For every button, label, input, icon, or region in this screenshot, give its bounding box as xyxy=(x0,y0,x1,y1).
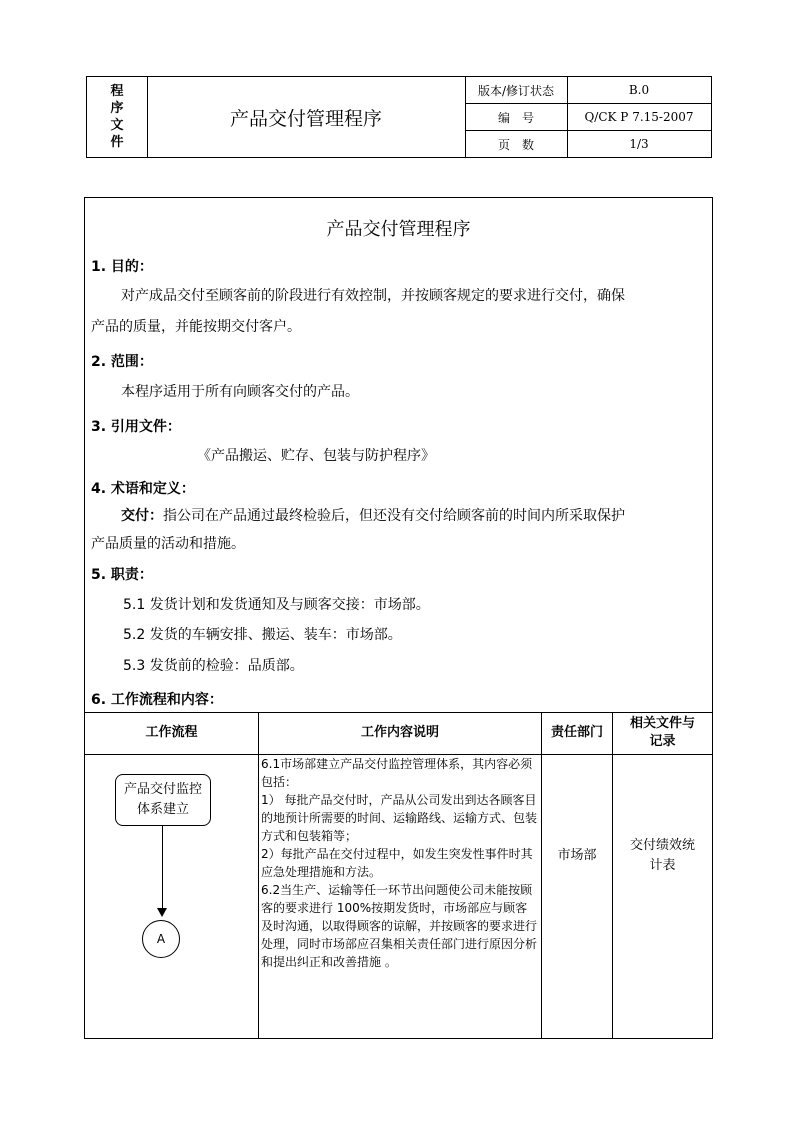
purpose-text-line: 对产成品交付至顾客前的阶段进行有效控制，并按顾客规定的要求进行交付，确保 xyxy=(121,288,625,304)
doc-type-char: 件 xyxy=(110,135,124,150)
description-paragraph: 2）每批产品在交付过程中，如发生突发性事件时其应急处理措施和方法。 xyxy=(261,847,533,879)
section-references-heading: 3. 引用文件： xyxy=(91,419,181,435)
doc-type-char: 程 xyxy=(110,84,124,99)
version-label: 版本/修订状态 xyxy=(477,83,555,98)
page-count-value: 1/3 xyxy=(629,137,649,151)
flow-step-box: 产品交付监控体系建立 xyxy=(115,774,211,826)
term-name: 交付： xyxy=(121,508,163,524)
responsibility-item: 5.1 发货计划和发货通知及与顾客交接：市场部。 xyxy=(123,597,430,613)
work-description xyxy=(261,755,539,971)
responsibility-item: 5.2 发货的车辆安排、搬运、装车：市场部。 xyxy=(123,627,402,643)
doc-type-char: 文 xyxy=(110,118,124,133)
responsible-department: 市场部 xyxy=(557,848,597,863)
doc-type-label xyxy=(87,77,147,157)
column-header-workflow: 工作流程 xyxy=(145,725,198,740)
scope-text: 本程序适用于所有向顾客交付的产品。 xyxy=(121,384,359,400)
section-purpose-heading: 1. 目的： xyxy=(91,259,153,275)
flow-connector xyxy=(162,826,163,910)
arrow-down-icon xyxy=(157,908,167,917)
section-terms-heading: 4. 术语和定义： xyxy=(91,481,195,497)
column-header-department: 责任部门 xyxy=(550,725,603,740)
reference-document: 《产品搬运、贮存、包装与防护程序》 xyxy=(197,448,435,464)
document-header-table xyxy=(86,76,712,158)
terms-text-line xyxy=(121,505,625,525)
term-definition: 指公司在产品通过最终检验后，但还没有交付给顾客前的时间内所采取保护 xyxy=(163,508,625,524)
section-scope-heading: 2. 范围： xyxy=(91,354,153,370)
version-value: B.0 xyxy=(628,83,650,97)
doc-type-char: 序 xyxy=(110,101,124,116)
procedure-title: 产品交付管理程序 xyxy=(326,219,471,240)
column-header-description: 工作内容说明 xyxy=(360,725,439,740)
page-count-label: 页 数 xyxy=(497,137,534,152)
flow-connector-node: A xyxy=(142,920,180,958)
description-paragraph: 1） 每批产品交付时，产品从公司发出到达各顾客目的地预计所需要的时间、运输路线、运输方式、包装方式和包装箱等； xyxy=(261,793,538,843)
purpose-text-line: 产品的质量，并能按期交付客户。 xyxy=(91,319,301,335)
column-header-records: 相关文件与记录 xyxy=(629,716,695,749)
workflow-table xyxy=(85,712,712,1038)
section-responsibility-heading: 5. 职责： xyxy=(91,567,153,583)
responsibility-item: 5.3 发货前的检验：品质部。 xyxy=(123,658,304,674)
procedure-body xyxy=(84,197,713,1039)
related-records: 交付绩效统计表 xyxy=(629,838,695,873)
terms-text-line: 产品质量的活动和措施。 xyxy=(91,536,245,552)
description-paragraph: 6.1市场部建立产品交付监控管理体系，其内容必须包括： xyxy=(261,757,533,789)
doc-number-label: 编 号 xyxy=(497,110,534,125)
description-paragraph: 6.2当生产、运输等任一环节出问题使公司未能按顾客的要求进行 100%按期发货时，市场部应与顾客及时沟通，以取得顾客的谅解，并按顾客的要求进行处理，同时市场部应召集相关责任部门进行原因分析和提出纠正和改善措施 。 xyxy=(261,883,538,969)
section-workflow-heading: 6. 工作流程和内容： xyxy=(91,692,223,708)
doc-number-value: Q/CK P 7.15-2007 xyxy=(584,110,694,124)
header-title: 产品交付管理程序 xyxy=(229,107,382,130)
divider xyxy=(258,712,259,1038)
